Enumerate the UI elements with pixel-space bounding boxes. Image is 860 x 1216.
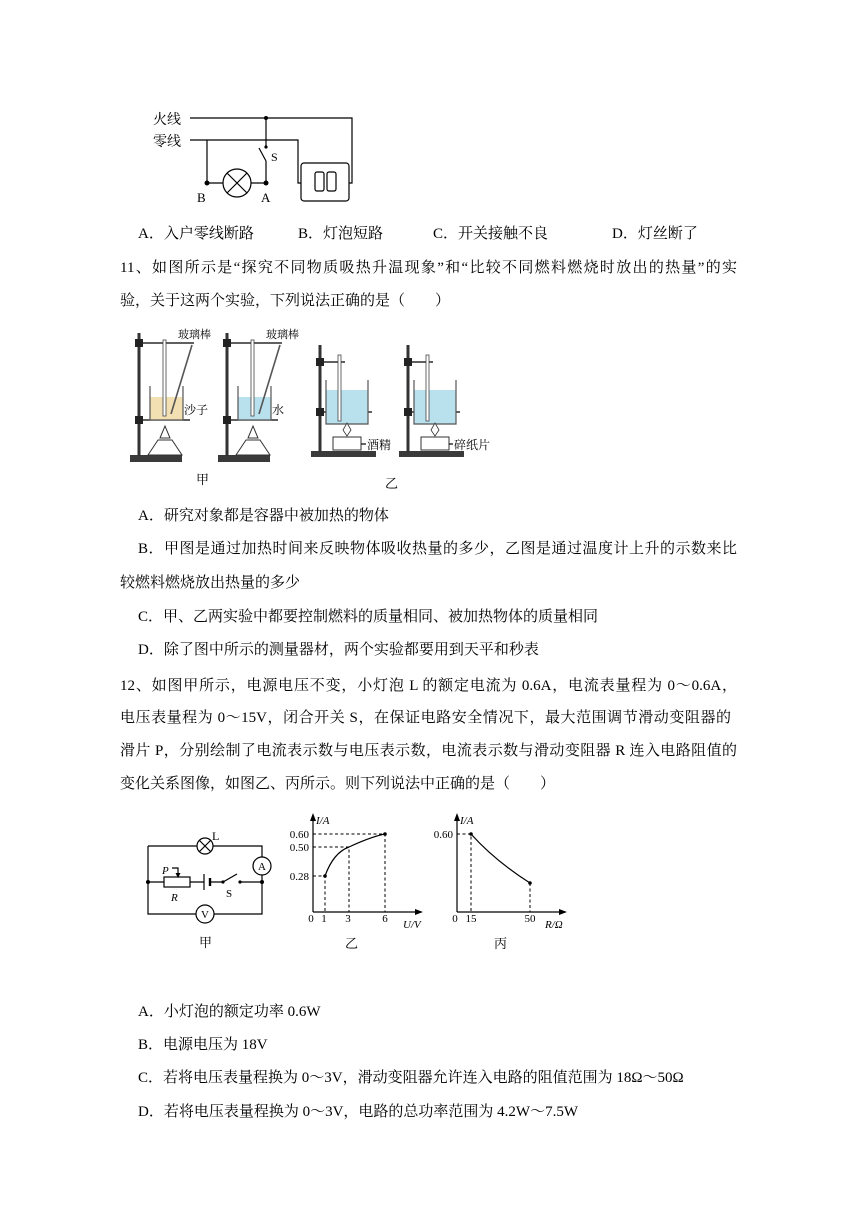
q11-option-b	[138, 540, 737, 558]
voltmeter-label: V	[201, 909, 209, 921]
y-tick-label: 0.50	[289, 842, 309, 854]
q12-stem-line: 12、如图甲所示，电源电压不变，小灯泡 L 的额定电流为 0.6A，电流表量程为 0～0.6A，	[120, 678, 737, 694]
option-label: C．	[138, 1070, 164, 1086]
q11-stem-line: 验，关于这两个实验，下列说法正确的是（ ）	[120, 293, 451, 309]
option-label: A．	[138, 508, 164, 524]
q11-option-d	[138, 641, 539, 659]
lamp-icon	[197, 838, 213, 854]
y-axis-label: I/A	[316, 815, 330, 827]
stand-base	[130, 455, 182, 462]
stand-base	[218, 455, 270, 462]
paper-dish	[421, 437, 449, 450]
curve-point	[323, 874, 327, 878]
q11-option-a	[138, 507, 389, 525]
option-label: D．	[138, 1104, 164, 1120]
option-text: 入户零线断路	[163, 226, 254, 242]
curve-point	[383, 832, 387, 836]
clamp-boss	[135, 339, 143, 347]
ammeter-label: A	[258, 861, 266, 873]
junction-dot	[205, 181, 210, 186]
clamp-boss	[404, 408, 412, 416]
caption-jia: 甲	[199, 935, 213, 950]
option-text: 甲、乙两实验中都要控制燃料的质量相同、被加热物体的质量相同	[163, 609, 599, 625]
clamp-boss	[223, 339, 231, 347]
q10-circuit-figure	[153, 111, 352, 205]
option-label: A．	[138, 1004, 164, 1020]
option-label: B．	[298, 226, 324, 242]
switch-label: S	[226, 888, 233, 900]
q10-option-d	[612, 225, 698, 243]
clamp-boss	[316, 358, 324, 366]
q10-option-a	[138, 225, 254, 243]
burner	[148, 426, 182, 455]
thermometer	[251, 340, 254, 416]
q12-stem-line: 变化关系图像，如图乙、丙所示。则下列说法中正确的是（ ）	[120, 776, 556, 792]
voltmeter-icon	[196, 905, 214, 923]
apparatus-alcohol	[311, 345, 391, 457]
glass-rod-label: 玻璃棒	[178, 329, 211, 341]
x-tick-label: 0	[308, 913, 314, 925]
water-fill	[326, 390, 368, 424]
x-axis-arrow	[559, 909, 567, 915]
y-axis-label: I/A	[460, 815, 474, 827]
junction-dot	[260, 880, 264, 884]
switch-contact	[264, 145, 267, 148]
water-fill	[238, 397, 271, 420]
x-tick-label: 50	[524, 913, 536, 925]
x-tick-label: 1	[321, 913, 327, 925]
lamp-label: L	[212, 829, 220, 843]
alcohol-lamp	[333, 437, 361, 450]
sand-fill	[150, 397, 183, 420]
caption-jia: 甲	[196, 472, 210, 487]
option-label: A．	[138, 226, 164, 242]
x-axis-arrow	[415, 909, 423, 915]
y-tick-label: 0.28	[289, 871, 309, 883]
flame	[431, 423, 439, 436]
curve	[471, 834, 530, 883]
option-text: 若将电压表量程换为 0～3V，电路的总功率范围为 4.2W～7.5W	[163, 1104, 578, 1120]
q10-option-c	[433, 225, 548, 243]
flame	[343, 423, 351, 436]
option-text: 小灯泡的额定功率 0.6W	[163, 1004, 321, 1020]
thermometer	[338, 355, 341, 421]
switch-blade	[259, 148, 266, 161]
point-b-label: B	[197, 190, 206, 205]
q11-apparatus-figure	[130, 327, 490, 491]
caption-yi: 乙	[345, 936, 359, 951]
x-axis-label: R/Ω	[545, 919, 563, 931]
dashed-guides	[313, 834, 385, 912]
junction-dot	[264, 181, 269, 186]
clamp-boss	[223, 416, 231, 424]
junction-dot	[146, 880, 150, 884]
water-label: 水	[272, 403, 285, 417]
option-label: C．	[138, 609, 164, 625]
thermometer	[163, 340, 166, 416]
slider-label: P	[162, 865, 169, 877]
q10-option-b	[298, 225, 383, 243]
option-label: D．	[612, 226, 638, 242]
q12-stem-line: 电压表量程为 0～15V，闭合开关 S，在保证电路安全情况下，最大范围调节滑动变阻器的	[120, 710, 731, 726]
alcohol-label: 酒精	[367, 438, 392, 452]
point-a-label: A	[261, 190, 271, 205]
socket-icon	[301, 163, 349, 201]
option-text: 除了图中所示的测量器材，两个实验都要用到天平和秒表	[163, 642, 539, 658]
y-tick-label: 0.60	[289, 829, 309, 841]
rheostat-label: R	[171, 892, 178, 904]
option-text: 灯泡短路	[323, 226, 384, 242]
axes	[313, 818, 418, 912]
x-tick-label: 0	[452, 913, 458, 925]
junction-dot	[264, 116, 268, 120]
clamp-boss	[135, 416, 143, 424]
option-label: B．	[138, 541, 165, 557]
glass-rod-label: 玻璃棒	[266, 329, 299, 341]
option-text: 研究对象都是容器中被加热的物体	[163, 508, 389, 524]
water-fill	[414, 390, 456, 424]
neutral-wire-label: 零线	[153, 135, 181, 150]
curve-point	[469, 832, 473, 836]
q11-stem-line: 11、如图所示是“探究不同物质吸热升温现象”和“比较不同燃料燃烧时放出的热量”的实	[120, 260, 737, 276]
graph-yi	[290, 813, 423, 951]
live-wire-label: 火线	[153, 113, 181, 128]
q12-option-c	[138, 1069, 684, 1087]
q12-option-b	[138, 1036, 268, 1054]
q12-stem-line: 滑片 P，分别绘制了电流表示数与电压表示数，电流表示数与滑动变阻器 R 连入电路阻值的	[120, 743, 737, 759]
caption-yi: 乙	[385, 476, 399, 491]
battery-icon	[204, 874, 210, 890]
x-tick-label: 3	[345, 913, 351, 925]
option-text: 灯丝断了	[637, 226, 698, 242]
x-tick-label: 15	[465, 913, 477, 925]
apparatus-sand	[130, 327, 211, 462]
dashed-guides	[457, 834, 530, 912]
option-text: 若将电压表量程换为 0～3V，滑动变阻器允许连入电路的阻值范围为 18Ω～50Ω	[163, 1070, 684, 1086]
paper-label: 碎纸片	[454, 438, 491, 452]
x-tick-label: 6	[382, 913, 388, 925]
clamp-boss	[316, 408, 324, 416]
graph-bing	[434, 813, 567, 951]
clamp-boss	[404, 358, 412, 366]
q12-option-a	[138, 1003, 321, 1021]
ammeter-icon	[253, 857, 271, 875]
q11-option-b-continuation: 较燃料燃烧放出热量的多少	[120, 575, 301, 591]
curve	[325, 834, 385, 876]
curve-point	[528, 881, 532, 885]
burner	[236, 426, 270, 455]
circuit-wires	[148, 846, 262, 914]
q12-option-d	[138, 1103, 578, 1121]
axes	[457, 818, 562, 912]
lamp-icon	[223, 169, 251, 197]
option-label: B．	[138, 1037, 164, 1053]
apparatus-water	[218, 327, 299, 462]
apparatus-paper	[399, 345, 490, 457]
option-text: 甲图是通过加热时间来反映物体吸收热量的多少，乙图是通过温度计上升的示数来比	[164, 541, 737, 557]
option-label: D．	[138, 642, 164, 658]
caption-bing: 丙	[494, 936, 508, 951]
q11-option-c	[138, 608, 598, 626]
q12-circuit-figure	[146, 829, 271, 950]
y-tick-label: 0.60	[433, 829, 453, 841]
switch-icon	[221, 874, 241, 884]
thermometer	[426, 355, 429, 421]
option-text: 电源电压为 18V	[163, 1037, 268, 1053]
switch-label: S	[271, 150, 278, 164]
rheostat-symbol	[164, 877, 190, 887]
sand-label: 沙子	[184, 403, 209, 417]
option-label: C．	[433, 226, 459, 242]
option-text: 开关接触不良	[458, 226, 549, 242]
x-axis-label: U/V	[403, 919, 421, 931]
